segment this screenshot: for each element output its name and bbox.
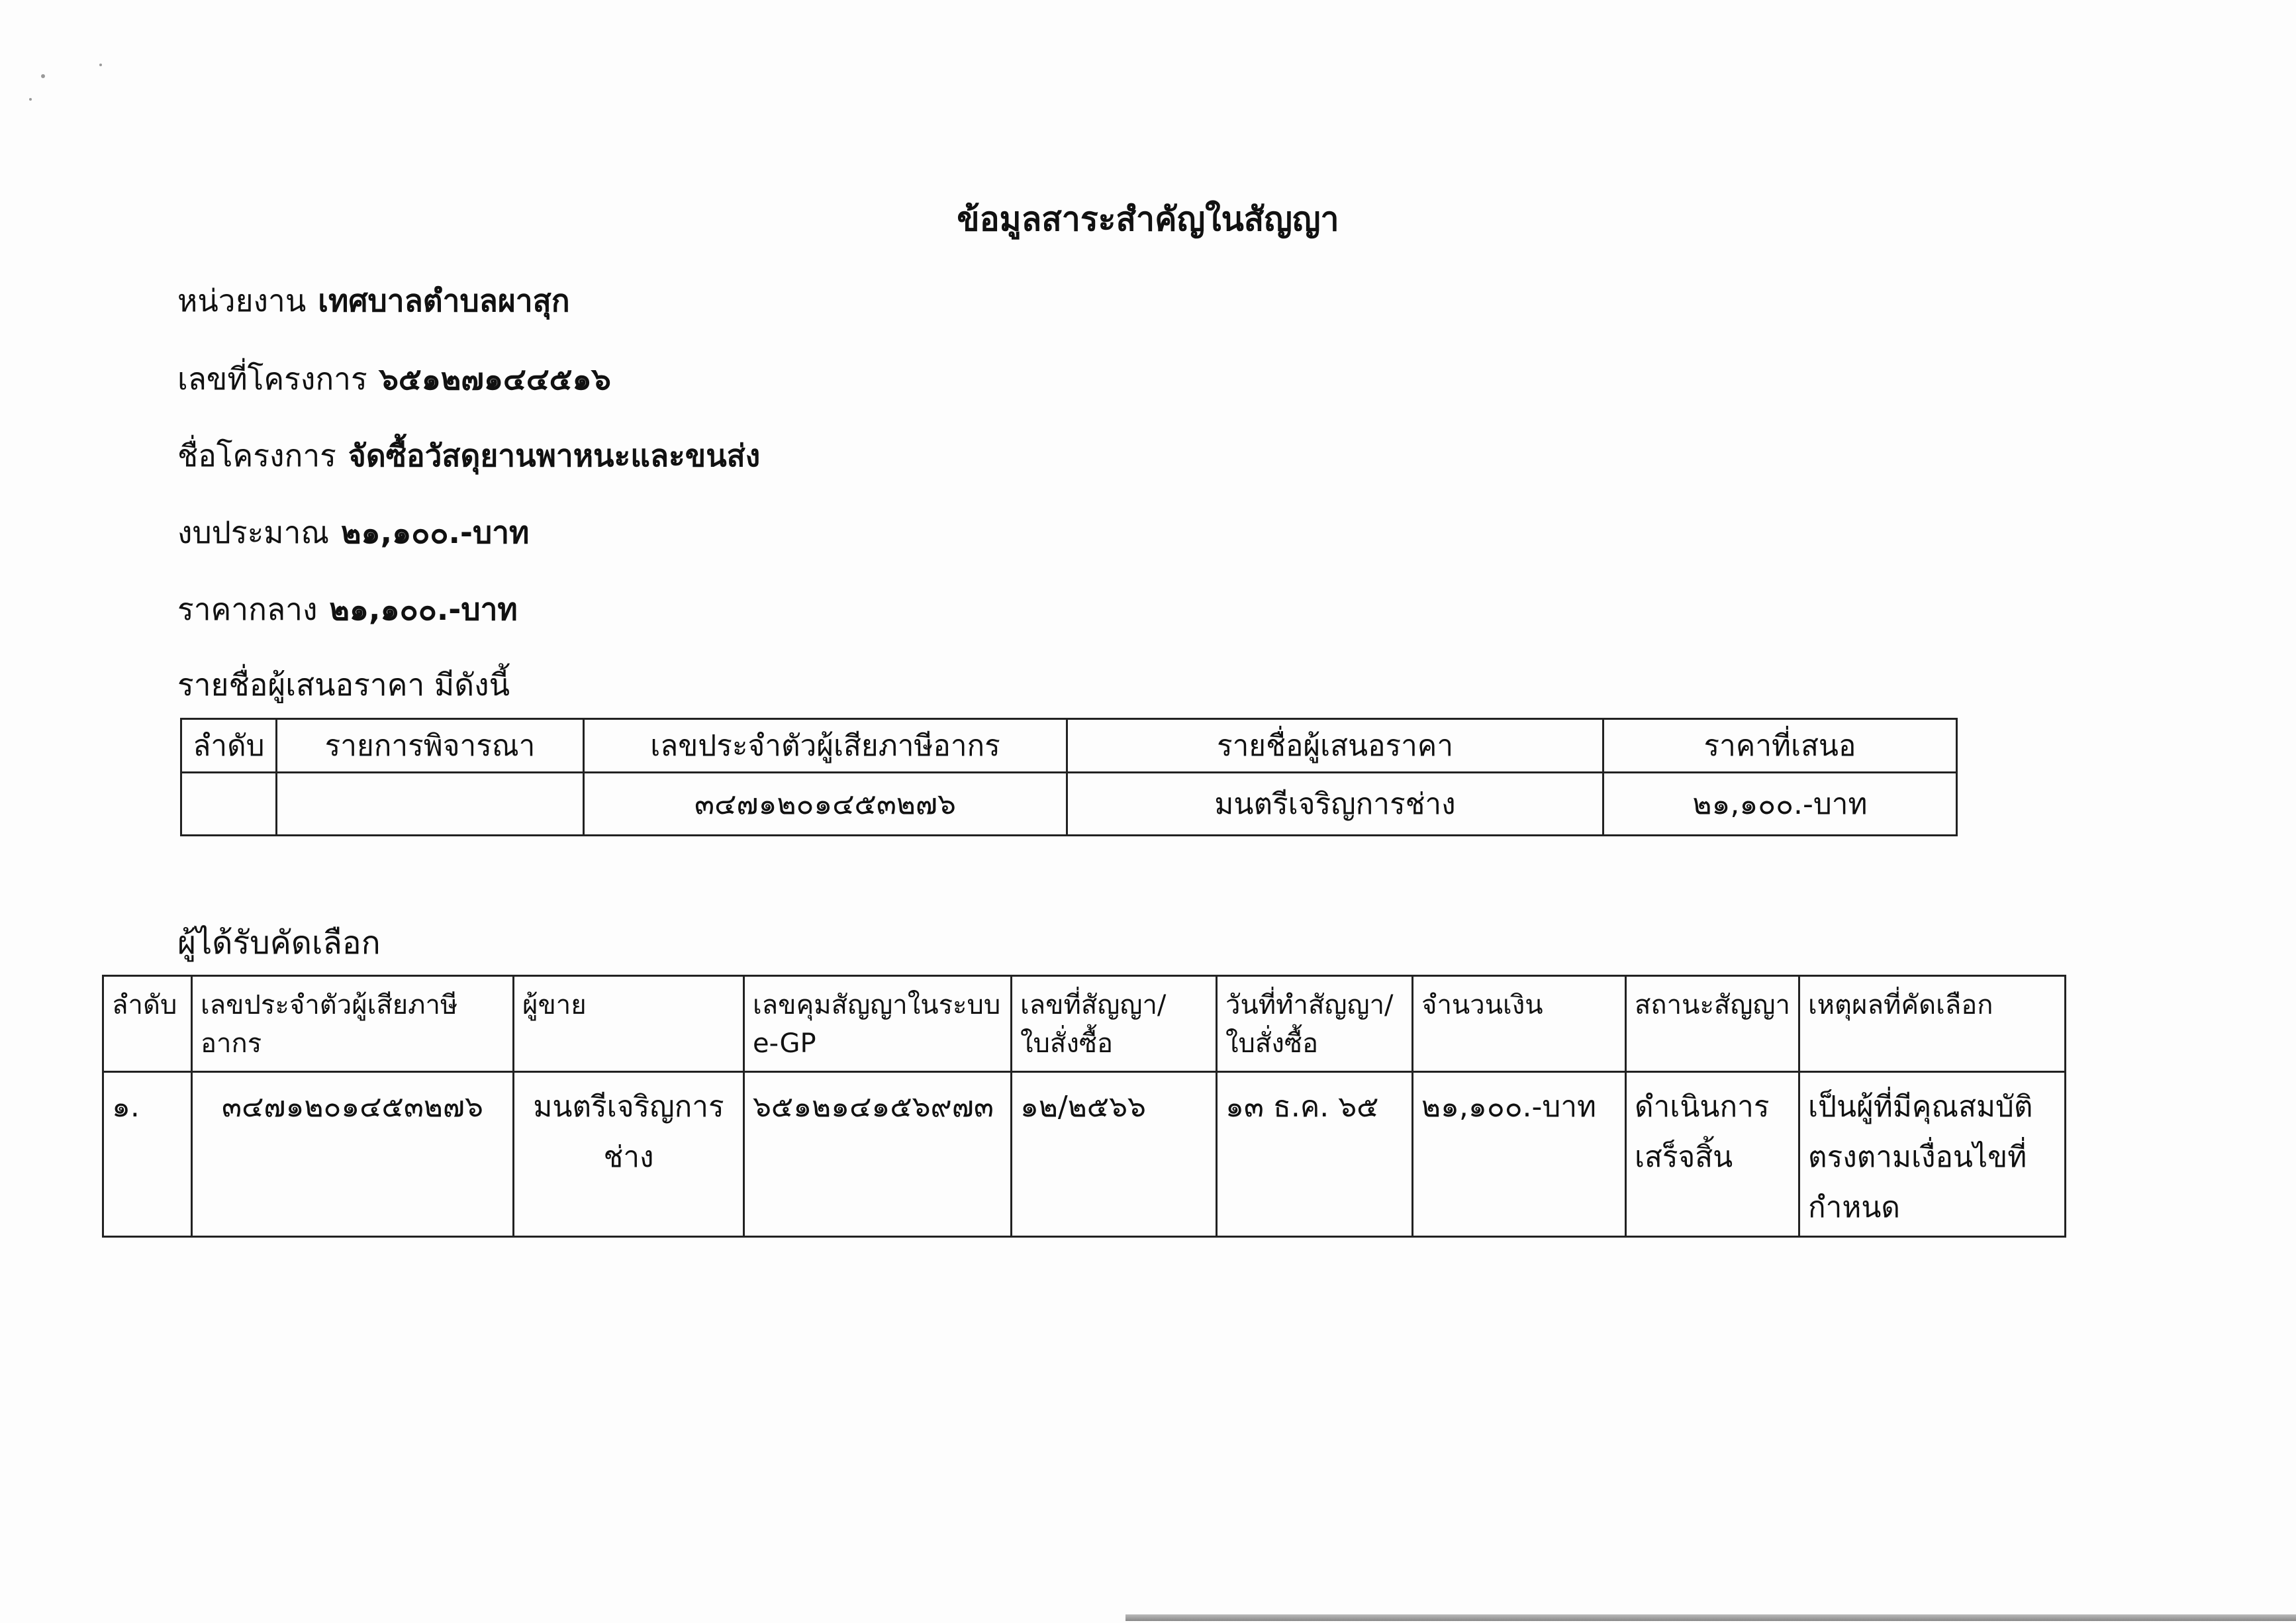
field-project-name-value: จัดซื้อวัสดุยานพาหนะและขนส่ง [348,438,761,473]
winners-cell: ๑๒/๒๕๖๖ [1012,1072,1217,1237]
bidders-heading: รายชื่อผู้เสนอราคา มีดังนี้ [177,667,510,703]
scan-edge-line [1125,1614,2296,1621]
winners-heading: ผู้ได้รับคัดเลือก [177,924,381,961]
bidders-cell: ๒๑,๑๐๐.-บาท [1603,773,1957,836]
winners-header-cell: ลำดับ [103,976,192,1072]
bidders-cell [181,773,277,836]
table-row [181,773,1957,836]
winners-cell: มนตรีเจริญการ ช่าง [514,1072,744,1237]
winners-header-cell: เลขที่สัญญา/ ใบสั่งซื้อ [1012,976,1217,1072]
winners-header-row [103,976,2066,1072]
field-project-name [177,432,760,480]
field-median-price-value: ๒๑,๑๐๐.-บาท [329,591,518,627]
scan-speck [41,74,45,78]
bidders-header-cell: เลขประจำตัวผู้เสียภาษีอากร [584,719,1067,773]
winners-cell: ๑. [103,1072,192,1237]
field-budget-value: ๒๑,๑๐๐.-บาท [341,515,530,550]
field-agency [177,277,570,325]
winners-header-cell: เลขประจำตัวผู้เสียภาษีอากร [192,976,514,1072]
field-budget-label: งบประมาณ [177,515,330,550]
bidders-cell [277,773,584,836]
field-median-price-label: ราคากลาง [177,591,318,627]
field-project-number [177,355,611,403]
field-project-number-label: เลขที่โครงการ [177,361,367,397]
winners-header-cell: เหตุผลที่คัดเลือก [1799,976,2066,1072]
bidders-header-cell: ลำดับ [181,719,277,773]
bidders-header-row [181,719,1957,773]
field-project-name-label: ชื่อโครงการ [177,438,336,473]
winners-cell: ๓๔๗๑๒๐๑๔๕๓๒๗๖ [192,1072,514,1237]
document-title: ข้อมูลสาระสำคัญในสัญญา [957,200,1339,238]
winners-cell: ๑๓ ธ.ค. ๖๕ [1217,1072,1413,1237]
winners-header-cell: เลขคุมสัญญาในระบบ e-GP [744,976,1012,1072]
bidders-header-cell: ราคาที่เสนอ [1603,719,1957,773]
bidders-header-cell: รายชื่อผู้เสนอราคา [1067,719,1603,773]
field-agency-value: เทศบาลตำบลผาสุก [318,283,570,319]
winners-header-cell: สถานะสัญญา [1626,976,1799,1072]
field-agency-label: หน่วยงาน [177,283,307,319]
bidders-header-cell: รายการพิจารณา [277,719,584,773]
winners-cell: ๖๕๑๒๑๔๑๕๖๙๗๓ [744,1072,1012,1237]
scan-speck [29,98,32,101]
field-median-price [177,585,518,634]
winners-cell: ๒๑,๑๐๐.-บาท [1413,1072,1626,1237]
winners-header-cell: วันที่ทำสัญญา/ ใบสั่งซื้อ [1217,976,1413,1072]
winners-cell: เป็นผู้ที่มีคุณสมบัติ ตรงตามเงื่อนไขที่ กำหนด [1799,1072,2066,1237]
winners-cell: ดำเนินการ เสร็จสิ้น [1626,1072,1799,1237]
bidders-table [180,718,1958,836]
table-row [103,1072,2066,1237]
bidders-cell: มนตรีเจริญการช่าง [1067,773,1603,836]
field-project-number-value: ๖๕๑๒๗๑๔๔๕๑๖ [379,361,611,397]
winners-table [102,975,2066,1238]
scan-speck [99,64,102,66]
field-budget [177,509,529,557]
bidders-cell: ๓๔๗๑๒๐๑๔๕๓๒๗๖ [584,773,1067,836]
winners-header-cell: ผู้ขาย [514,976,744,1072]
winners-header-cell: จำนวนเงิน [1413,976,1626,1072]
